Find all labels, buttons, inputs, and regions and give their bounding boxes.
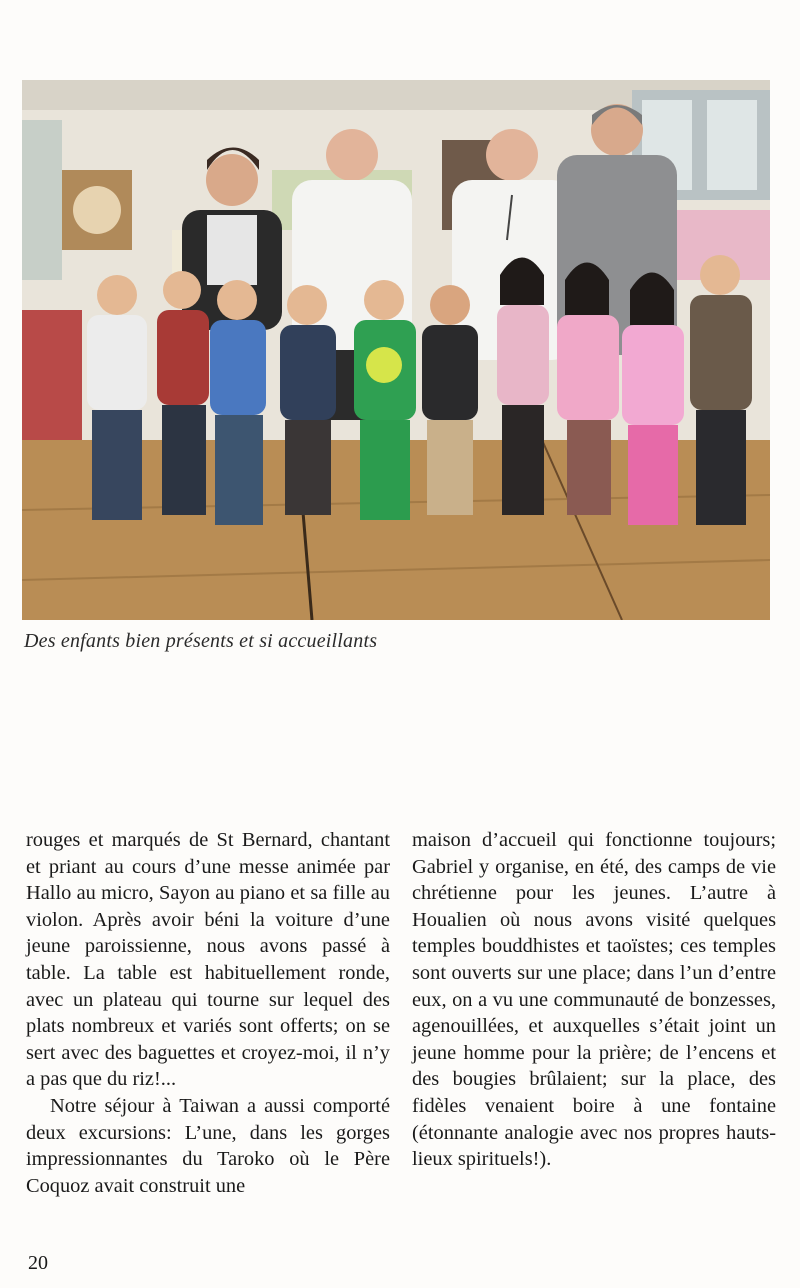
photo-caption: Des enfants bien présents et si accueillants [24, 630, 378, 652]
paragraph: maison d’accueil qui fonctionne toujours; Gabriel y organise, en été, des camps de vie chrétienne pour les jeunes. L’autre à Houalien où nous avons visité quelques temples bouddhistes et taoïstes; ces temples sont ouverts sur une place; dans l’un d’entre eux, on a vu une communauté de bonzesses, agenouillées, et auxquelles s’était joint un jeune homme pour la prière; de l’encens et des bougies brûlaient; sur la place, des fidèles venaient boire à une fontaine (étonnante analogie avec nos propres hauts-lieux spirituels!). [412, 829, 776, 1171]
group-photo [22, 80, 770, 620]
text-column-right [412, 827, 776, 1173]
paragraph: rouges et marqués de St Bernard, chantant et priant au cours d’une messe animée par Hallo au micro, Sayon au piano et sa fille au violon. Après avoir béni la voiture d’une jeune paroissienne, nous avons passé à table. La table est habituellement ronde, avec un plateau qui tourne sur lequel des plats nombreux et variés sont offerts; on se sert avec des baguettes et croyez-moi, il n’y a pas que du riz!... [26, 829, 390, 1091]
page-number: 20 [28, 1252, 48, 1274]
photo-illustration [22, 80, 770, 620]
paragraph: Notre séjour à Taiwan a aussi comporté deux excursions: L’une, dans les gorges impressionnantes du Taroko où le Père Coquoz avait construit une [26, 1094, 390, 1197]
text-column-left [26, 827, 390, 1199]
